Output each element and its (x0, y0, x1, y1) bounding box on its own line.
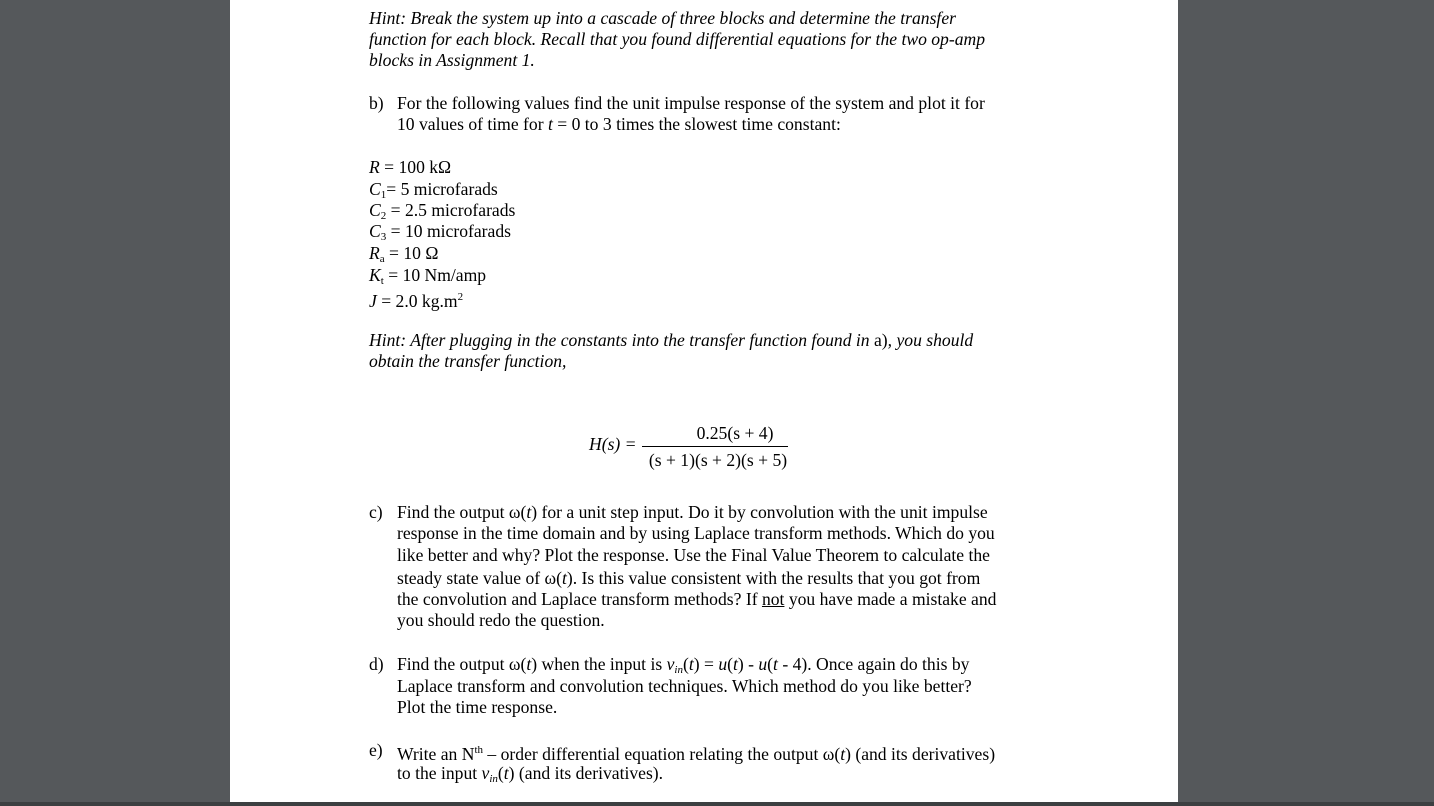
viewer-bottom-edge (0, 802, 1434, 806)
part-d-line1: Find the output ω(t) when the input is $v_{in}(t) = u(t) - u(t - 4)$. Once again do this by (397, 654, 970, 676)
part-c-line5: the convolution and Laplace transform methods? If not you have made a mistake and (397, 589, 997, 609)
value-c2: $C_2 = 2.5$ microfarads (369, 200, 516, 222)
part-c-marker: c) (369, 502, 383, 522)
part-c-line4: steady state value of ω(t). Is this value consistent with the results that you got from (397, 568, 981, 588)
value-c3: $C_3 = 10$ microfarads (369, 221, 511, 243)
hint2-line2: obtain the transfer function, (369, 351, 567, 371)
part-e-line2: to the input $v_{in}(t)$ (and its derivatives). (397, 763, 664, 785)
part-b-line1: For the following values find the unit impulse response of the system and plot it for (397, 93, 985, 113)
value-kt: $K_t = 10$ Nm/amp (369, 265, 487, 287)
part-d-marker: d) (369, 654, 384, 674)
hint1-line1: Hint: Break the system up into a cascade of three blocks and determine the transfer (369, 8, 956, 28)
part-c-line6: you should redo the question. (397, 610, 605, 630)
equation-numerator: 0.25(s + 4) (696, 423, 774, 443)
part-c-line2: response in the time domain and by using Laplace transform methods. Which do you (397, 523, 995, 543)
value-ra: $R_a = 10$ Ω (369, 243, 439, 265)
part-d-line3: Plot the time response. (397, 697, 558, 717)
part-e-line1: Write an $N^{th}$ – order differential equation relating the output ω(t) (and its derivatives) (397, 744, 996, 764)
equation-denominator: (s + 1)(s + 2)(s + 5) (648, 450, 788, 470)
value-r: R = 100 kΩ (369, 157, 452, 177)
part-e-marker: e) (369, 740, 383, 760)
equation-fraction-bar (642, 446, 788, 447)
hint2-line1: Hint: After plugging in the constants into the transfer function found in a), you should (369, 330, 974, 350)
part-c-line1: Find the output ω(t) for a unit step input. Do it by convolution with the unit impulse (397, 502, 988, 522)
part-c-line3: like better and why? Plot the response. Use the Final Value Theorem to calculate the (397, 545, 990, 565)
hint1-line3: blocks in Assignment 1. (369, 50, 535, 70)
part-d-line2: Laplace transform and convolution techniques. Which method do you like better? (397, 676, 972, 696)
document-page (230, 0, 1178, 802)
hint1-line2: function for each block. Recall that you found differential equations for the two op-amp (369, 29, 986, 49)
part-b-marker: b) (369, 93, 384, 113)
value-j: J = 2.0 $kg.m^2$ (369, 291, 464, 311)
value-c1: $C_1= 5$ microfarads (369, 179, 498, 201)
part-b-line2: 10 values of time for t = 0 to 3 times the slowest time constant: (397, 114, 841, 134)
equation-lhs: H(s) = (589, 434, 637, 454)
